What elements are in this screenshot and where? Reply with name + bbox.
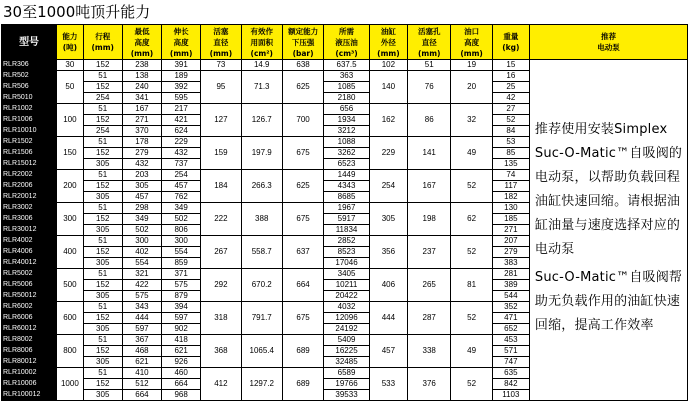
piston-diameter-cell: 368 bbox=[201, 335, 241, 368]
extended-height-cell: 391 bbox=[162, 60, 201, 71]
piston-diameter-cell: 267 bbox=[201, 236, 241, 269]
min-height-cell: 341 bbox=[122, 93, 161, 104]
min-height-cell: 621 bbox=[122, 357, 161, 368]
outer-diameter-cell: 457 bbox=[369, 335, 407, 368]
extended-height-cell: 624 bbox=[162, 126, 201, 137]
model-cell: RLR3002 bbox=[2, 203, 57, 214]
extended-height-cell: 392 bbox=[162, 82, 201, 93]
extended-height-cell: 349 bbox=[162, 203, 201, 214]
weight-cell: 383 bbox=[492, 258, 529, 269]
column-header: 油缸 外径 (mm) bbox=[369, 25, 407, 60]
extended-height-cell: 254 bbox=[162, 170, 201, 181]
column-header: 有效作 用面积 (cm²) bbox=[241, 25, 282, 60]
stroke-cell: 152 bbox=[83, 214, 122, 225]
min-height-cell: 502 bbox=[122, 225, 161, 236]
min-height-cell: 444 bbox=[122, 313, 161, 324]
capacity-cell: 600 bbox=[57, 302, 84, 335]
model-cell: RLR5010 bbox=[2, 93, 57, 104]
model-cell: RLR6006 bbox=[2, 313, 57, 324]
stroke-cell: 51 bbox=[83, 203, 122, 214]
capacity-cell: 50 bbox=[57, 71, 84, 104]
oil-volume-cell: 6523 bbox=[324, 159, 370, 170]
piston-hole-cell: 338 bbox=[407, 335, 450, 368]
weight-cell: 130 bbox=[492, 203, 529, 214]
page-title: 30至1000吨顶升能力 bbox=[3, 3, 151, 21]
port-height-cell: 52 bbox=[451, 236, 492, 269]
extended-height-cell: 859 bbox=[162, 258, 201, 269]
stroke-cell: 305 bbox=[83, 258, 122, 269]
port-height-cell: 52 bbox=[451, 170, 492, 203]
oil-volume-cell: 11834 bbox=[324, 225, 370, 236]
pressure-cell: 664 bbox=[282, 269, 323, 302]
oil-volume-cell: 1934 bbox=[324, 115, 370, 126]
extended-height-cell: 879 bbox=[162, 291, 201, 302]
weight-cell: 842 bbox=[492, 379, 529, 390]
extended-height-cell: 664 bbox=[162, 379, 201, 390]
model-cell: RLR306 bbox=[2, 60, 57, 71]
column-header: 额定能力 下压强 (bar) bbox=[282, 25, 323, 60]
piston-diameter-cell: 292 bbox=[201, 269, 241, 302]
extended-height-cell: 595 bbox=[162, 93, 201, 104]
weight-cell: 27 bbox=[492, 104, 529, 115]
min-height-cell: 512 bbox=[122, 379, 161, 390]
weight-cell: 185 bbox=[492, 214, 529, 225]
oil-volume-cell: 5409 bbox=[324, 335, 370, 346]
model-cell: RLR15012 bbox=[2, 159, 57, 170]
oil-volume-cell: 2852 bbox=[324, 236, 370, 247]
weight-cell: 747 bbox=[492, 357, 529, 368]
weight-cell: 471 bbox=[492, 313, 529, 324]
pressure-cell: 689 bbox=[282, 368, 323, 401]
column-header: 油口 高度 (mm) bbox=[451, 25, 492, 60]
extended-height-cell: 229 bbox=[162, 137, 201, 148]
min-height-cell: 279 bbox=[122, 148, 161, 159]
pressure-cell: 637 bbox=[282, 236, 323, 269]
model-cell: RLR10006 bbox=[2, 379, 57, 390]
stroke-cell: 51 bbox=[83, 170, 122, 181]
spec-table bbox=[1, 24, 688, 401]
oil-volume-cell: 1967 bbox=[324, 203, 370, 214]
model-cell: RLR506 bbox=[2, 82, 57, 93]
pressure-cell: 638 bbox=[282, 60, 323, 71]
oil-volume-cell: 1449 bbox=[324, 170, 370, 181]
weight-cell: 279 bbox=[492, 247, 529, 258]
piston-diameter-cell: 95 bbox=[201, 71, 241, 104]
model-cell: RLR50012 bbox=[2, 291, 57, 302]
outer-diameter-cell: 254 bbox=[369, 170, 407, 203]
outer-diameter-cell: 444 bbox=[369, 302, 407, 335]
oil-volume-cell: 8523 bbox=[324, 247, 370, 258]
capacity-cell: 100 bbox=[57, 104, 84, 137]
stroke-cell: 51 bbox=[83, 368, 122, 379]
oil-volume-cell: 3405 bbox=[324, 269, 370, 280]
min-height-cell: 370 bbox=[122, 126, 161, 137]
extended-height-cell: 300 bbox=[162, 236, 201, 247]
outer-diameter-cell: 162 bbox=[369, 104, 407, 137]
oil-volume-cell: 3262 bbox=[324, 148, 370, 159]
weight-cell: 25 bbox=[492, 82, 529, 93]
oil-volume-cell: 39533 bbox=[324, 390, 370, 401]
min-height-cell: 343 bbox=[122, 302, 161, 313]
model-cell: RLR1002 bbox=[2, 104, 57, 115]
stroke-cell: 305 bbox=[83, 192, 122, 203]
stroke-cell: 51 bbox=[83, 302, 122, 313]
column-header: 活塞孔 直径 (mm) bbox=[407, 25, 450, 60]
effective-area-cell: 388 bbox=[241, 203, 282, 236]
min-height-cell: 298 bbox=[122, 203, 161, 214]
column-header: 所需 液压油 (cm³) bbox=[324, 25, 370, 60]
model-cell: RLR2006 bbox=[2, 181, 57, 192]
extended-height-cell: 457 bbox=[162, 181, 201, 192]
capacity-cell: 150 bbox=[57, 137, 84, 170]
piston-hole-cell: 76 bbox=[407, 71, 450, 104]
port-height-cell: 49 bbox=[451, 137, 492, 170]
oil-volume-cell: 1088 bbox=[324, 137, 370, 148]
pressure-cell: 675 bbox=[282, 203, 323, 236]
weight-cell: 389 bbox=[492, 280, 529, 291]
effective-area-cell: 126.7 bbox=[241, 104, 282, 137]
outer-diameter-cell: 533 bbox=[369, 368, 407, 401]
oil-volume-cell: 12096 bbox=[324, 313, 370, 324]
capacity-cell: 200 bbox=[57, 170, 84, 203]
column-header: 行程 (mm) bbox=[83, 25, 122, 60]
weight-cell: 635 bbox=[492, 368, 529, 379]
weight-cell: 544 bbox=[492, 291, 529, 302]
table-row bbox=[2, 60, 688, 71]
min-height-cell: 238 bbox=[122, 60, 161, 71]
outer-diameter-cell: 406 bbox=[369, 269, 407, 302]
weight-cell: 84 bbox=[492, 126, 529, 137]
piston-hole-cell: 86 bbox=[407, 104, 450, 137]
effective-area-cell: 670.2 bbox=[241, 269, 282, 302]
extended-height-cell: 394 bbox=[162, 302, 201, 313]
column-header: 伸长 高度 (mm) bbox=[162, 25, 201, 60]
piston-hole-cell: 237 bbox=[407, 236, 450, 269]
outer-diameter-cell: 356 bbox=[369, 236, 407, 269]
stroke-cell: 152 bbox=[83, 181, 122, 192]
weight-cell: 85 bbox=[492, 148, 529, 159]
note-paragraph-1: 推荐使用安装Simplex Suc-O-Matic™自吸阀的电动泵，以帮助负载回程油缸快速回缩。请根据油缸油量与速度选择对应的电动泵 bbox=[534, 122, 683, 257]
weight-cell: 1103 bbox=[492, 390, 529, 401]
oil-volume-cell: 32485 bbox=[324, 357, 370, 368]
extended-height-cell: 968 bbox=[162, 390, 201, 401]
extended-height-cell: 418 bbox=[162, 335, 201, 346]
oil-volume-cell: 24192 bbox=[324, 324, 370, 335]
oil-volume-cell: 4343 bbox=[324, 181, 370, 192]
effective-area-cell: 558.7 bbox=[241, 236, 282, 269]
pressure-cell: 675 bbox=[282, 302, 323, 335]
extended-height-cell: 502 bbox=[162, 214, 201, 225]
piston-hole-cell: 141 bbox=[407, 137, 450, 170]
pump-recommendation-note bbox=[529, 60, 687, 401]
port-height-cell: 52 bbox=[451, 368, 492, 401]
min-height-cell: 367 bbox=[122, 335, 161, 346]
extended-height-cell: 575 bbox=[162, 280, 201, 291]
stroke-cell: 51 bbox=[83, 269, 122, 280]
port-height-cell: 52 bbox=[451, 302, 492, 335]
oil-volume-cell: 20422 bbox=[324, 291, 370, 302]
pressure-cell: 689 bbox=[282, 335, 323, 368]
weight-cell: 53 bbox=[492, 137, 529, 148]
extended-height-cell: 421 bbox=[162, 115, 201, 126]
model-cell: RLR4002 bbox=[2, 236, 57, 247]
oil-volume-cell: 4032 bbox=[324, 302, 370, 313]
extended-height-cell: 460 bbox=[162, 368, 201, 379]
extended-height-cell: 371 bbox=[162, 269, 201, 280]
weight-cell: 281 bbox=[492, 269, 529, 280]
capacity-cell: 500 bbox=[57, 269, 84, 302]
piston-hole-cell: 265 bbox=[407, 269, 450, 302]
column-header: 重量 (kg) bbox=[492, 25, 529, 60]
weight-cell: 207 bbox=[492, 236, 529, 247]
min-height-cell: 305 bbox=[122, 181, 161, 192]
piston-hole-cell: 167 bbox=[407, 170, 450, 203]
capacity-cell: 30 bbox=[57, 60, 84, 71]
min-height-cell: 321 bbox=[122, 269, 161, 280]
port-height-cell: 81 bbox=[451, 269, 492, 302]
oil-volume-cell: 16225 bbox=[324, 346, 370, 357]
oil-volume-cell: 19766 bbox=[324, 379, 370, 390]
piston-diameter-cell: 73 bbox=[201, 60, 241, 71]
model-cell: RLR502 bbox=[2, 71, 57, 82]
stroke-cell: 51 bbox=[83, 236, 122, 247]
oil-volume-cell: 656 bbox=[324, 104, 370, 115]
weight-cell: 42 bbox=[492, 93, 529, 104]
min-height-cell: 240 bbox=[122, 82, 161, 93]
stroke-cell: 51 bbox=[83, 71, 122, 82]
model-cell: RLR1502 bbox=[2, 137, 57, 148]
min-height-cell: 575 bbox=[122, 291, 161, 302]
model-cell: RLR2002 bbox=[2, 170, 57, 181]
outer-diameter-cell: 140 bbox=[369, 71, 407, 104]
model-cell: RLR100012 bbox=[2, 390, 57, 401]
stroke-cell: 254 bbox=[83, 126, 122, 137]
extended-height-cell: 597 bbox=[162, 313, 201, 324]
oil-volume-cell: 6589 bbox=[324, 368, 370, 379]
model-cell: RLR40012 bbox=[2, 258, 57, 269]
port-height-cell: 19 bbox=[451, 60, 492, 71]
weight-cell: 15 bbox=[492, 60, 529, 71]
piston-hole-cell: 376 bbox=[407, 368, 450, 401]
stroke-cell: 51 bbox=[83, 137, 122, 148]
model-cell: RLR8006 bbox=[2, 346, 57, 357]
effective-area-cell: 197.9 bbox=[241, 137, 282, 170]
oil-volume-cell: 10211 bbox=[324, 280, 370, 291]
effective-area-cell: 266.3 bbox=[241, 170, 282, 203]
min-height-cell: 468 bbox=[122, 346, 161, 357]
stroke-cell: 152 bbox=[83, 115, 122, 126]
model-cell: RLR1506 bbox=[2, 148, 57, 159]
weight-cell: 571 bbox=[492, 346, 529, 357]
weight-cell: 16 bbox=[492, 71, 529, 82]
piston-diameter-cell: 159 bbox=[201, 137, 241, 170]
model-cell: RLR10002 bbox=[2, 368, 57, 379]
column-header: 推荐 电动泵 bbox=[529, 25, 687, 60]
min-height-cell: 138 bbox=[122, 71, 161, 82]
extended-height-cell: 806 bbox=[162, 225, 201, 236]
stroke-cell: 152 bbox=[83, 280, 122, 291]
stroke-cell: 305 bbox=[83, 291, 122, 302]
effective-area-cell: 71.3 bbox=[241, 71, 282, 104]
extended-height-cell: 189 bbox=[162, 71, 201, 82]
oil-volume-cell: 363 bbox=[324, 71, 370, 82]
column-header: 型号 bbox=[2, 25, 57, 60]
pressure-cell: 700 bbox=[282, 104, 323, 137]
model-cell: RLR1006 bbox=[2, 115, 57, 126]
pressure-cell: 625 bbox=[282, 170, 323, 203]
oil-volume-cell: 8685 bbox=[324, 192, 370, 203]
oil-volume-cell: 17046 bbox=[324, 258, 370, 269]
weight-cell: 652 bbox=[492, 324, 529, 335]
stroke-cell: 152 bbox=[83, 247, 122, 258]
extended-height-cell: 902 bbox=[162, 324, 201, 335]
weight-cell: 135 bbox=[492, 159, 529, 170]
piston-diameter-cell: 127 bbox=[201, 104, 241, 137]
min-height-cell: 402 bbox=[122, 247, 161, 258]
min-height-cell: 178 bbox=[122, 137, 161, 148]
capacity-cell: 1000 bbox=[57, 368, 84, 401]
stroke-cell: 152 bbox=[83, 346, 122, 357]
min-height-cell: 664 bbox=[122, 390, 161, 401]
capacity-cell: 400 bbox=[57, 236, 84, 269]
weight-cell: 182 bbox=[492, 192, 529, 203]
column-header: 活塞 直径 (mm) bbox=[201, 25, 241, 60]
piston-hole-cell: 287 bbox=[407, 302, 450, 335]
capacity-cell: 800 bbox=[57, 335, 84, 368]
stroke-cell: 254 bbox=[83, 93, 122, 104]
stroke-cell: 305 bbox=[83, 390, 122, 401]
port-height-cell: 62 bbox=[451, 203, 492, 236]
model-cell: RLR60012 bbox=[2, 324, 57, 335]
min-height-cell: 597 bbox=[122, 324, 161, 335]
stroke-cell: 152 bbox=[83, 82, 122, 93]
stroke-cell: 305 bbox=[83, 159, 122, 170]
stroke-cell: 305 bbox=[83, 324, 122, 335]
extended-height-cell: 217 bbox=[162, 104, 201, 115]
extended-height-cell: 737 bbox=[162, 159, 201, 170]
min-height-cell: 349 bbox=[122, 214, 161, 225]
model-cell: RLR10010 bbox=[2, 126, 57, 137]
extended-height-cell: 432 bbox=[162, 148, 201, 159]
stroke-cell: 152 bbox=[83, 313, 122, 324]
model-cell: RLR6002 bbox=[2, 302, 57, 313]
piston-diameter-cell: 222 bbox=[201, 203, 241, 236]
model-cell: RLR4006 bbox=[2, 247, 57, 258]
model-cell: RLR80012 bbox=[2, 357, 57, 368]
oil-volume-cell: 3212 bbox=[324, 126, 370, 137]
min-height-cell: 432 bbox=[122, 159, 161, 170]
piston-hole-cell: 51 bbox=[407, 60, 450, 71]
piston-hole-cell: 198 bbox=[407, 203, 450, 236]
effective-area-cell: 1065.4 bbox=[241, 335, 282, 368]
model-cell: RLR5006 bbox=[2, 280, 57, 291]
weight-cell: 271 bbox=[492, 225, 529, 236]
model-cell: RLR8002 bbox=[2, 335, 57, 346]
effective-area-cell: 791.7 bbox=[241, 302, 282, 335]
min-height-cell: 167 bbox=[122, 104, 161, 115]
weight-cell: 52 bbox=[492, 115, 529, 126]
extended-height-cell: 926 bbox=[162, 357, 201, 368]
weight-cell: 352 bbox=[492, 302, 529, 313]
effective-area-cell: 1297.2 bbox=[241, 368, 282, 401]
min-height-cell: 300 bbox=[122, 236, 161, 247]
stroke-cell: 305 bbox=[83, 357, 122, 368]
min-height-cell: 554 bbox=[122, 258, 161, 269]
weight-cell: 117 bbox=[492, 181, 529, 192]
model-cell: RLR5002 bbox=[2, 269, 57, 280]
model-cell: RLR20012 bbox=[2, 192, 57, 203]
extended-height-cell: 554 bbox=[162, 247, 201, 258]
column-header: 能力 (吨) bbox=[57, 25, 84, 60]
min-height-cell: 457 bbox=[122, 192, 161, 203]
piston-diameter-cell: 412 bbox=[201, 368, 241, 401]
column-header: 最低 高度 (mm) bbox=[122, 25, 161, 60]
extended-height-cell: 621 bbox=[162, 346, 201, 357]
min-height-cell: 410 bbox=[122, 368, 161, 379]
min-height-cell: 271 bbox=[122, 115, 161, 126]
oil-volume-cell: 2180 bbox=[324, 93, 370, 104]
stroke-cell: 305 bbox=[83, 225, 122, 236]
pressure-cell: 625 bbox=[282, 71, 323, 104]
port-height-cell: 20 bbox=[451, 71, 492, 104]
min-height-cell: 203 bbox=[122, 170, 161, 181]
pressure-cell: 675 bbox=[282, 137, 323, 170]
weight-cell: 74 bbox=[492, 170, 529, 181]
note-paragraph-2: Suc-O-Matic™自吸阀帮助无负载作用的油缸快速回缩，提高工作效率 bbox=[534, 270, 683, 333]
stroke-cell: 51 bbox=[83, 335, 122, 346]
piston-diameter-cell: 318 bbox=[201, 302, 241, 335]
header-row bbox=[2, 25, 688, 60]
oil-volume-cell: 637.5 bbox=[324, 60, 370, 71]
capacity-cell: 300 bbox=[57, 203, 84, 236]
weight-cell: 453 bbox=[492, 335, 529, 346]
stroke-cell: 152 bbox=[83, 148, 122, 159]
oil-volume-cell: 1085 bbox=[324, 82, 370, 93]
stroke-cell: 152 bbox=[83, 60, 122, 71]
outer-diameter-cell: 305 bbox=[369, 203, 407, 236]
port-height-cell: 49 bbox=[451, 335, 492, 368]
oil-volume-cell: 5917 bbox=[324, 214, 370, 225]
extended-height-cell: 762 bbox=[162, 192, 201, 203]
outer-diameter-cell: 229 bbox=[369, 137, 407, 170]
stroke-cell: 51 bbox=[83, 104, 122, 115]
min-height-cell: 422 bbox=[122, 280, 161, 291]
outer-diameter-cell: 102 bbox=[369, 60, 407, 71]
model-cell: RLR30012 bbox=[2, 225, 57, 236]
piston-diameter-cell: 184 bbox=[201, 170, 241, 203]
model-cell: RLR3006 bbox=[2, 214, 57, 225]
effective-area-cell: 14.9 bbox=[241, 60, 282, 71]
port-height-cell: 32 bbox=[451, 104, 492, 137]
stroke-cell: 152 bbox=[83, 379, 122, 390]
